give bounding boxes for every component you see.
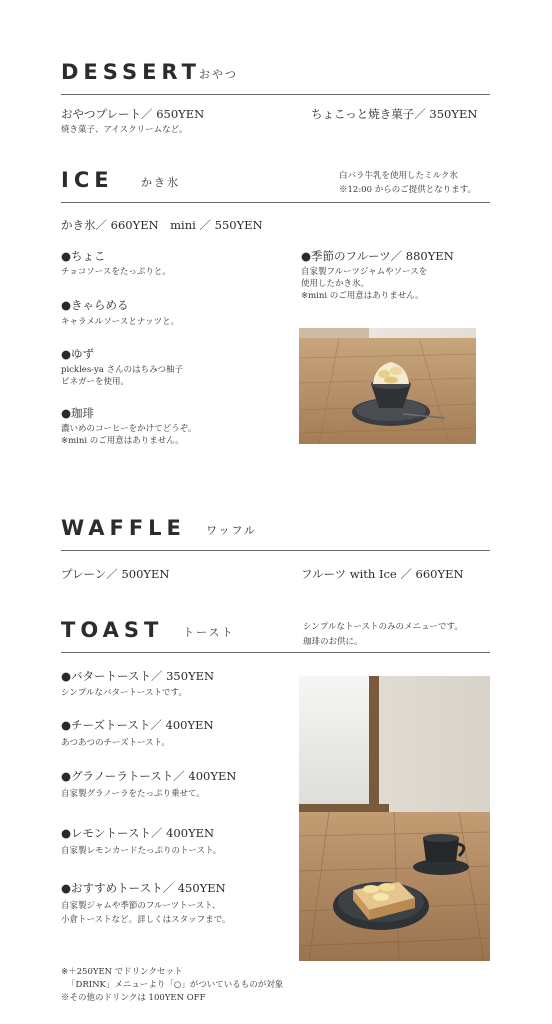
toast-item-recommend-desc-2: 小倉トーストなど。詳しくはスタッフまで。 xyxy=(61,915,231,925)
toast-photo-illustration xyxy=(299,676,490,961)
toast-item-recommend-desc-1: 自家製ジャムや季節のフルーツトースト、 xyxy=(61,901,221,911)
toast-divider xyxy=(61,652,490,653)
ice-divider xyxy=(61,202,490,203)
kakigori-photo xyxy=(299,328,476,444)
ice-item-choco: ●ちょこ xyxy=(61,249,106,263)
toast-item-lemon-desc: 自家製レモンカードたっぷりのトースト。 xyxy=(61,846,222,856)
ice-item-seasonal-desc-2: 使用したかき氷。 xyxy=(301,279,370,289)
toast-item-butter-desc: シンプルなバタートーストです。 xyxy=(61,688,187,698)
toast-item-recommend: ●おすすめトースト／ 450YEN xyxy=(61,881,226,895)
waffle-item-plain: プレーン／ 500YEN xyxy=(61,567,170,581)
ice-item-coffee-desc-1: 濃いめのコーヒーをかけてどうぞ。 xyxy=(61,424,197,434)
ice-item-yuzu: ●ゆず xyxy=(61,347,95,361)
ice-item-caramel: ●きゃらめる xyxy=(61,298,129,312)
footer-drink-note: 「DRINK」メニューより「○」がついているものが対象 xyxy=(67,980,284,990)
toast-item-granola: ●グラノーラトースト／ 400YEN xyxy=(61,769,237,783)
dessert-subtitle: おやつ xyxy=(199,68,238,81)
dessert-item-oyatsu-plate-desc: 焼き菓子、アイスクリームなど。 xyxy=(61,125,188,135)
waffle-title: WAFFLE xyxy=(61,516,186,540)
ice-item-seasonal: ●季節のフルーツ／ 880YEN xyxy=(301,249,454,263)
ice-item-seasonal-desc-3: ※mini のご用意はありません。 xyxy=(301,291,424,301)
dessert-divider xyxy=(61,94,490,95)
ice-item-caramel-desc: キャラメルソースとナッツと。 xyxy=(61,317,180,327)
ice-item-choco-desc: チョコソースをたっぷりと。 xyxy=(61,267,171,277)
waffle-divider xyxy=(61,550,490,551)
ice-subtitle: かき氷 xyxy=(141,176,180,189)
waffle-subtitle: ワッフル xyxy=(206,524,258,537)
toast-item-granola-desc: 自家製グラノーラをたっぷり乗せて。 xyxy=(61,789,205,799)
toast-item-lemon: ●レモントースト／ 400YEN xyxy=(61,826,215,840)
dessert-title: DESSERT xyxy=(61,60,201,84)
kakigori-photo-illustration xyxy=(299,328,476,444)
ice-item-seasonal-desc-1: 自家製フルーツジャムやソースを xyxy=(301,267,428,277)
ice-note-time: ※12:00 からのご提供となります。 xyxy=(339,185,477,195)
ice-title: ICE xyxy=(61,168,114,192)
toast-note-1: シンプルなトーストのみのメニューです。 xyxy=(303,622,463,632)
ice-item-yuzu-desc-2: ビネガーを使用。 xyxy=(61,377,130,387)
dessert-item-yakigashi: ちょこっと焼き菓子／ 350YEN xyxy=(311,107,478,121)
ice-item-coffee-desc-2: ※mini のご用意はありません。 xyxy=(61,436,184,446)
footer-discount-note: ※その他のドリンクは 100YEN OFF xyxy=(61,993,206,1003)
toast-item-cheese: ●チーズトースト／ 400YEN xyxy=(61,718,214,732)
toast-photo xyxy=(299,676,490,961)
toast-item-butter: ●バタートースト／ 350YEN xyxy=(61,669,215,683)
ice-note-milk: 白バラ牛乳を使用したミルク氷 xyxy=(339,171,458,181)
toast-item-cheese-desc: あつあつのチーズトースト。 xyxy=(61,738,170,748)
toast-subtitle: トースト xyxy=(183,626,235,639)
waffle-item-fruit: フルーツ with Ice ／ 660YEN xyxy=(301,567,464,581)
ice-price-line: かき氷／ 660YEN mini ／ 550YEN xyxy=(61,218,263,232)
toast-note-2: 珈琲のお供に。 xyxy=(303,637,363,647)
footer-set-note: ※＋250YEN でドリンクセット xyxy=(61,967,183,977)
ice-item-yuzu-desc-1: pickles-ya さんのはちみつ柚子 xyxy=(61,365,183,375)
ice-item-coffee: ●珈琲 xyxy=(61,406,95,420)
dessert-item-oyatsu-plate: おやつプレート／ 650YEN xyxy=(61,107,205,121)
toast-title: TOAST xyxy=(61,618,164,642)
